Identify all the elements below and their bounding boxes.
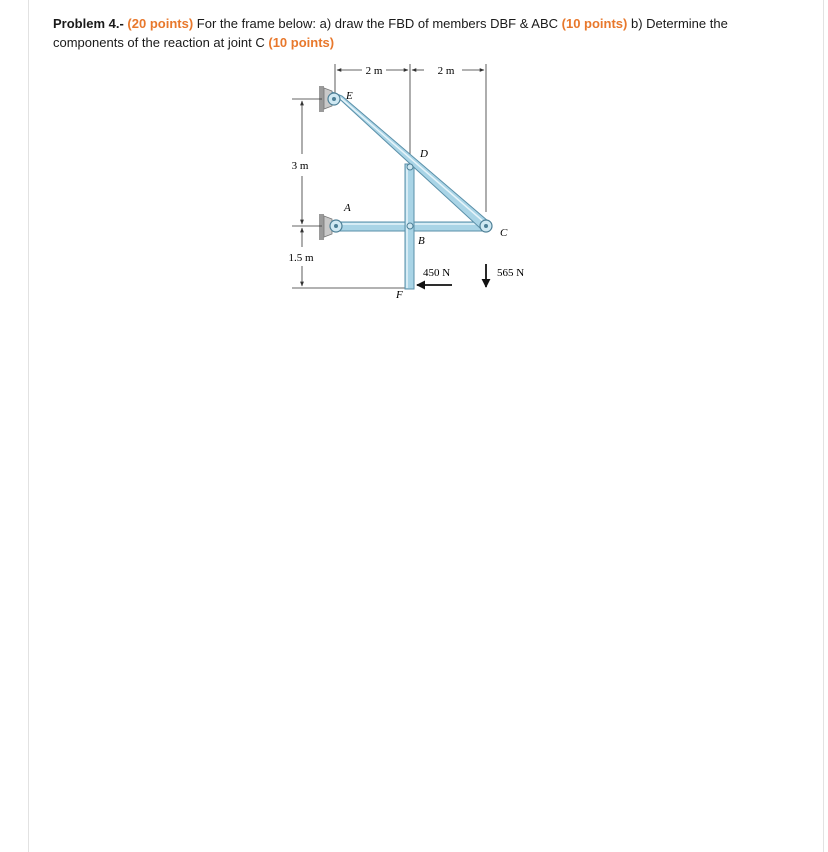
points-a: (10 points) <box>561 16 628 31</box>
pin-A <box>330 220 342 232</box>
label-A: A <box>344 202 351 214</box>
points-c: (10 points) <box>268 35 335 50</box>
problem-text-c: components of the reaction at joint C <box>53 35 265 50</box>
pin-D <box>407 164 413 170</box>
dim-label-top-right: 2 m <box>437 65 455 77</box>
label-C: C <box>500 227 508 239</box>
label-D: D <box>420 148 428 160</box>
points-total: (20 points) <box>127 16 194 31</box>
label-B: B <box>418 235 425 247</box>
force-label-F: 450 N <box>423 267 451 279</box>
dim-label-left-lower: 1.5 m <box>288 252 314 264</box>
dim-label-top-left: 2 m <box>365 65 383 77</box>
problem-text-a: For the frame below: a) draw the FBD of members DBF & ABC <box>196 16 559 31</box>
problem-text-b: b) Determine the <box>631 16 728 31</box>
pin-B <box>407 223 413 229</box>
force-label-C: 565 N <box>497 267 525 279</box>
pin-E <box>328 93 340 105</box>
problem-label: Problem 4.- <box>53 16 124 31</box>
dim-label-left-upper: 3 m <box>291 160 309 172</box>
pin-C <box>480 220 492 232</box>
label-F: F <box>396 289 403 301</box>
label-E: E <box>346 90 353 102</box>
